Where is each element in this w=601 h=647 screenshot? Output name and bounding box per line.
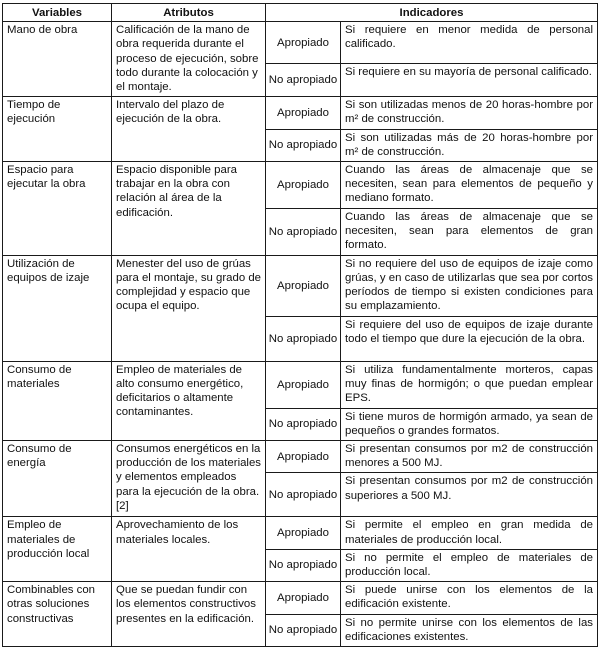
apropiado-indicator: Si utiliza fundamentalmente morteros, capas muy finas de hormigón; o que puedan emplear EPS.: [341, 361, 598, 408]
apropiado-indicator: Si requiere en menor medida de personal calificado.: [341, 22, 598, 64]
variable-cell: Consumo de energía: [3, 441, 112, 517]
no-apropiado-label: No apropiado: [266, 209, 341, 256]
apropiado-label: Apropiado: [266, 255, 341, 316]
table-row-apropiado: [3, 441, 598, 473]
table-header-row: [3, 4, 598, 22]
table-row-apropiado: [3, 582, 598, 614]
no-apropiado-indicator: Si requiere del uso de equipos de izaje durante todo el tiempo que dure la ejecución de la obra.: [341, 316, 598, 361]
atributo-cell: Calificación de la mano de obra requerida durante el proceso de ejecución, sobre todo durante la colocación y el montaje.: [112, 22, 266, 97]
header-indicadores: Indicadores: [266, 4, 598, 22]
indicators-table-container: [2, 3, 598, 647]
apropiado-indicator: Si son utilizadas menos de 20 horas-hombre por m² de construcción.: [341, 97, 598, 129]
atributo-cell: Intervalo del plazo de ejecución de la obra.: [112, 97, 266, 162]
no-apropiado-indicator: Cuando las áreas de almacenaje que se necesiten, sean para elementos de gran formato.: [341, 209, 598, 256]
variable-cell: Combinables con otras soluciones constructivas: [3, 582, 112, 647]
no-apropiado-indicator: Si no permite el empleo de materiales de producción local.: [341, 549, 598, 581]
no-apropiado-label: No apropiado: [266, 549, 341, 581]
variable-cell: Espacio para ejecutar la obra: [3, 162, 112, 256]
header-atributos: Atributos: [112, 4, 266, 22]
atributo-cell: Menester del uso de grúas para el montaje, su grado de complejidad y espacio que ocupa el equipo.: [112, 255, 266, 361]
variable-cell: Empleo de materiales de producción local: [3, 517, 112, 582]
apropiado-indicator: Si permite el empleo en gran medida de materiales de producción local.: [341, 517, 598, 549]
apropiado-indicator: Si no requiere del uso de equipos de izaje como grúas, y en caso de utilizarlas que sea por cortos períodos de tiempo si existen condiciones para su emplazamiento.: [341, 255, 598, 316]
no-apropiado-label: No apropiado: [266, 64, 341, 97]
no-apropiado-indicator: Si son utilizadas más de 20 horas-hombre por m² de construcción.: [341, 129, 598, 161]
apropiado-label: Apropiado: [266, 582, 341, 614]
apropiado-label: Apropiado: [266, 517, 341, 549]
apropiado-label: Apropiado: [266, 22, 341, 64]
no-apropiado-label: No apropiado: [266, 129, 341, 161]
no-apropiado-label: No apropiado: [266, 614, 341, 646]
atributo-cell: Consumos energéticos en la producción de los materiales y elementos empleados para la ejecución de la obra. [2]: [112, 441, 266, 517]
apropiado-indicator: Si presentan consumos por m2 de construcción menores a 500 MJ.: [341, 441, 598, 473]
table-row-apropiado: [3, 517, 598, 549]
apropiado-label: Apropiado: [266, 162, 341, 209]
no-apropiado-indicator: Si requiere en su mayoría de personal calificado.: [341, 64, 598, 97]
no-apropiado-label: No apropiado: [266, 473, 341, 517]
atributo-cell: Aprovechamiento de los materiales locales.: [112, 517, 266, 582]
header-variables: Variables: [3, 4, 112, 22]
table-row-apropiado: [3, 255, 598, 316]
apropiado-indicator: Si puede unirse con los elementos de la edificación existente.: [341, 582, 598, 614]
apropiado-label: Apropiado: [266, 441, 341, 473]
no-apropiado-label: No apropiado: [266, 316, 341, 361]
indicators-table: [2, 3, 598, 647]
atributo-cell: Empleo de materiales de alto consumo energético, deficitarios o altamente contaminantes.: [112, 361, 266, 440]
table-row-apropiado: [3, 22, 598, 64]
apropiado-label: Apropiado: [266, 361, 341, 408]
variable-cell: Mano de obra: [3, 22, 112, 97]
table-row-apropiado: [3, 361, 598, 408]
no-apropiado-indicator: Si presentan consumos por m2 de construcción superiores a 500 MJ.: [341, 473, 598, 517]
no-apropiado-label: No apropiado: [266, 408, 341, 440]
atributo-cell: Espacio disponible para trabajar en la obra con relación al área de la edificación.: [112, 162, 266, 256]
table-row-apropiado: [3, 97, 598, 129]
table-row-apropiado: [3, 162, 598, 209]
variable-cell: Tiempo de ejecución: [3, 97, 112, 162]
no-apropiado-indicator: Si tiene muros de hormigón armado, ya sean de pequeños o grandes formatos.: [341, 408, 598, 440]
variable-cell: Consumo de materiales: [3, 361, 112, 440]
no-apropiado-indicator: Si no permite unirse con los elementos de las edificaciones existentes.: [341, 614, 598, 646]
variable-cell: Utilización de equipos de izaje: [3, 255, 112, 361]
apropiado-indicator: Cuando las áreas de almacenaje que se necesiten, sean para elementos de pequeño y mediano formato.: [341, 162, 598, 209]
atributo-cell: Que se puedan fundir con los elementos constructivos presentes en la edificación.: [112, 582, 266, 647]
apropiado-label: Apropiado: [266, 97, 341, 129]
